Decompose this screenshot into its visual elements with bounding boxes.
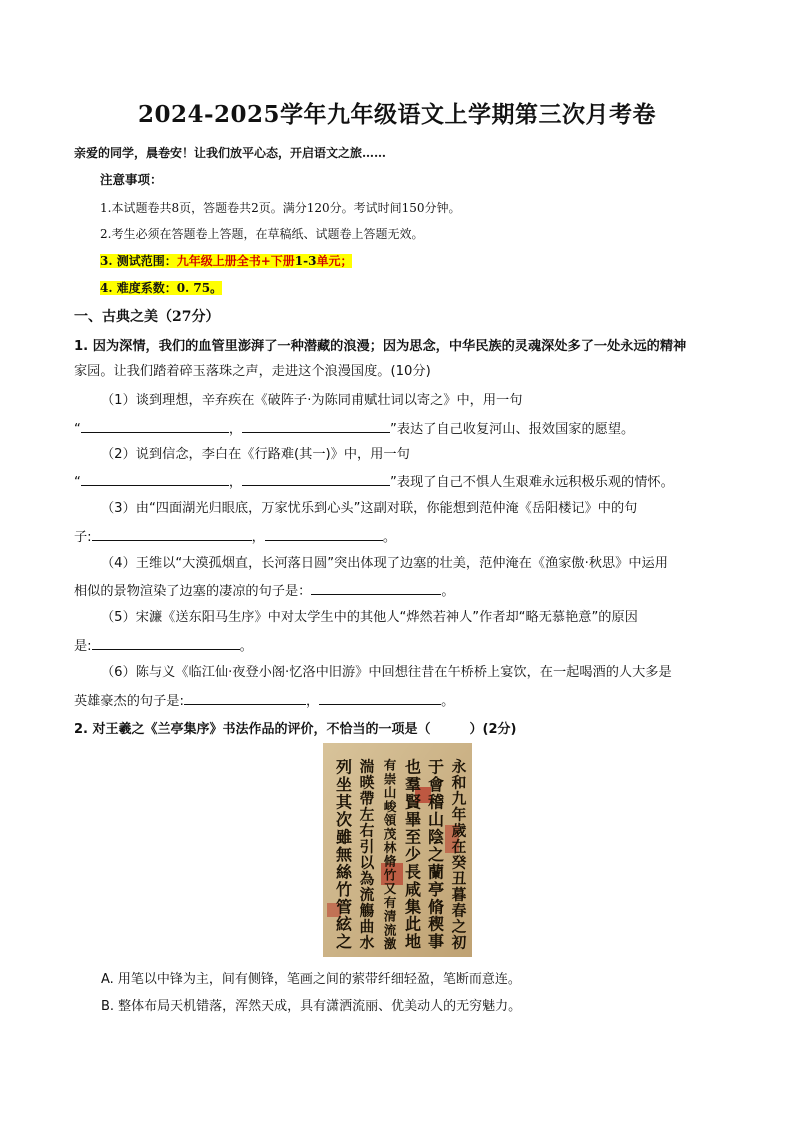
q2-option-b: B. 整体布局天机错落，浑然天成，具有潇洒流丽、优美动人的无穷魅力。 <box>101 999 522 1014</box>
calligraphy-canvas <box>323 743 472 957</box>
note-item-3-prefix: 3. 测试范围： <box>100 254 177 268</box>
calligraphy-char: 咸 <box>404 879 422 899</box>
calligraphy-char: 列 <box>335 757 353 777</box>
calligraphy-char: 之 <box>427 844 445 864</box>
calligraphy-char: 之 <box>335 932 353 952</box>
answer-blank[interactable] <box>92 527 252 541</box>
calligraphy-char: 其 <box>335 792 353 812</box>
calligraphy-char: 癸 <box>451 854 467 872</box>
answer-blank[interactable] <box>265 527 383 541</box>
comma: ， <box>228 422 243 437</box>
calligraphy-char: 初 <box>451 934 467 952</box>
calligraphy-char: 以 <box>359 854 375 872</box>
calligraphy-char: 稽 <box>427 792 445 812</box>
q1-sub2-prompt: （2）说到信念，李白在《行路难(其一)》中，用一句 <box>101 447 410 462</box>
calligraphy-char: 脩 <box>383 853 397 869</box>
calligraphy-char: 茂 <box>383 826 397 842</box>
calligraphy-char: 左 <box>359 806 375 824</box>
calligraphy-char: 又 <box>383 881 397 897</box>
calligraphy-char: 引 <box>359 838 375 856</box>
period: 。 <box>382 530 397 545</box>
calligraphy-char: 帶 <box>359 790 375 808</box>
calligraphy-char: 流 <box>383 922 397 938</box>
calligraphy-char: 林 <box>383 840 397 856</box>
open-quote: “ <box>74 475 81 490</box>
period: 。 <box>441 584 455 599</box>
calligraphy-char: 長 <box>404 862 422 882</box>
answer-blank[interactable] <box>81 419 229 433</box>
calligraphy-column <box>384 758 397 951</box>
calligraphy-char: 領 <box>383 812 397 828</box>
calligraphy-char: 雖 <box>335 827 353 847</box>
calligraphy-char: 年 <box>451 806 467 824</box>
calligraphy-char: 少 <box>404 844 422 864</box>
note-item-4 <box>100 279 222 296</box>
calligraphy-char: 次 <box>335 810 353 830</box>
calligraphy-char: 流 <box>359 886 375 904</box>
calligraphy-char: 會 <box>427 775 445 795</box>
note-item-2: 2.考生必须在答题卷上答题，在草稿纸、试题卷上答题无效。 <box>100 227 424 241</box>
calligraphy-char: 稧 <box>427 914 445 934</box>
calligraphy-char: 山 <box>427 810 445 830</box>
q1-stem-line-2: 家园。让我们踏着碎玉落珠之声，走进这个浪漫国度。(10分) <box>74 364 431 379</box>
calligraphy-char: 湍 <box>359 758 375 776</box>
calligraphy-char: 絃 <box>335 914 353 934</box>
comma: ， <box>305 694 320 709</box>
calligraphy-char: 陰 <box>427 827 445 847</box>
calligraphy-char: 管 <box>335 897 353 917</box>
answer-blank[interactable] <box>311 581 441 595</box>
calligraphy-char: 地 <box>404 932 422 952</box>
q2-option-a: A. 用笔以中锋为主，间有侧锋，笔画之间的萦带纤细轻盈，笔断而意连。 <box>101 972 521 987</box>
calligraphy-char: 春 <box>451 902 467 920</box>
calligraphy-column <box>428 758 444 952</box>
calligraphy-char: 絲 <box>335 862 353 882</box>
answer-blank[interactable] <box>242 472 390 486</box>
answer-blank[interactable] <box>92 636 240 650</box>
calligraphy-char: 崇 <box>383 771 397 787</box>
calligraphy-char: 蘭 <box>427 862 445 882</box>
calligraphy-char: 在 <box>451 838 467 856</box>
calligraphy-char: 脩 <box>427 897 445 917</box>
q1-sub3-lead: 子: <box>74 530 92 545</box>
note-item-3-units: 1-3 <box>294 254 317 268</box>
calligraphy-char: 永 <box>451 758 467 776</box>
calligraphy-char: 清 <box>383 908 397 924</box>
lantingxu-calligraphy-image <box>323 743 472 957</box>
calligraphy-char: 曲 <box>359 918 375 936</box>
calligraphy-char: 有 <box>383 894 397 910</box>
calligraphy-char: 右 <box>359 822 375 840</box>
q1-sub6-prompt: （6）陈与义《临江仙·夜登小阁·忆洛中旧游》中回想往昔在午桥桥上宴饮，在一起喝酒的人大多是 <box>101 665 672 680</box>
calligraphy-char: 坐 <box>335 775 353 795</box>
calligraphy-char: 有 <box>383 757 397 773</box>
calligraphy-char: 為 <box>359 870 375 888</box>
calligraphy-char: 集 <box>404 897 422 917</box>
page-title: 2024-2025学年九年级语文上学期第三次月考卷 <box>137 101 657 128</box>
q1-sub4-prompt: （4）王维以“大漠孤烟直，长河落日圆”突出体现了边塞的壮美，范仲淹在《渔家傲·秋思》中运用 <box>101 556 668 571</box>
notes-heading: 注意事项： <box>100 172 163 187</box>
calligraphy-char: 暮 <box>451 886 467 904</box>
calligraphy-char: 山 <box>383 785 397 801</box>
calligraphy-column <box>336 758 353 952</box>
note-item-1: 1.本试题卷共8页，答题卷共2页。满分120分。考试时间150分钟。 <box>100 201 461 215</box>
q1-sub4-lead: 相似的景物渲染了边塞的凄凉的句子是： <box>74 584 312 599</box>
answer-blank[interactable] <box>81 472 229 486</box>
q1-sub5-prompt: （5）宋濂《送东阳马生序》中对太学生中的其他人“烨然若神人”作者却“略无慕艳意”的原因 <box>101 610 638 625</box>
note-item-3 <box>100 252 352 269</box>
calligraphy-column <box>451 758 467 952</box>
calligraphy-column <box>404 758 423 952</box>
comma: ， <box>228 475 243 490</box>
q1-stem-line-1: 1. 因为深情，我们的血管里澎湃了一种潜藏的浪漫；因为思念，中华民族的灵魂深处多了一处永远的精神 <box>74 339 687 354</box>
q1-sub1-prompt: （1）谈到理想，辛弃疾在《破阵子·为陈同甫赋壮词以寄之》中，用一句 <box>101 393 523 408</box>
calligraphy-char: 竹 <box>335 879 353 899</box>
calligraphy-char: 羣 <box>404 775 422 795</box>
q2-stem: 2. 对王羲之《兰亭集序》书法作品的评价，不恰当的一项是（ ）(2分) <box>74 722 517 737</box>
q1-sub4-answer-line <box>74 581 455 600</box>
calligraphy-char: 竹 <box>383 867 397 883</box>
calligraphy-char: 畢 <box>404 810 422 830</box>
q1-sub1-tail: ”表达了自己收复河山、报效国家的愿望。 <box>390 422 635 437</box>
calligraphy-char: 賢 <box>404 792 422 812</box>
q1-sub6-answer-line <box>74 691 454 710</box>
note-item-4-text: 4. 难度系数：0. 75。 <box>100 281 223 295</box>
answer-blank[interactable] <box>319 691 441 705</box>
calligraphy-char: 無 <box>335 844 353 864</box>
calligraphy-char: 之 <box>451 918 467 936</box>
calligraphy-char: 激 <box>383 936 397 952</box>
open-quote: “ <box>74 422 81 437</box>
q1-sub1-answer-line <box>74 419 634 438</box>
calligraphy-char: 水 <box>359 934 375 952</box>
calligraphy-char: 峻 <box>383 798 397 814</box>
q1-sub5-lead: 是: <box>74 639 92 654</box>
calligraphy-char: 暎 <box>359 774 375 792</box>
calligraphy-char: 事 <box>427 932 445 952</box>
calligraphy-char: 此 <box>404 914 422 934</box>
calligraphy-char: 歲 <box>451 822 467 840</box>
note-item-3-scope-a: 九年级上册全书+下册 <box>176 254 295 268</box>
period: 。 <box>239 639 253 654</box>
q1-sub3-answer-line <box>74 527 396 546</box>
section-heading: 一、古典之美（27分） <box>74 309 220 325</box>
comma: ， <box>251 530 265 545</box>
calligraphy-char: 九 <box>451 790 467 808</box>
q1-sub2-answer-line <box>74 472 674 491</box>
q1-sub5-answer-line <box>74 636 253 655</box>
calligraphy-column <box>360 758 376 952</box>
period: 。 <box>441 694 455 709</box>
calligraphy-char: 和 <box>451 774 467 792</box>
calligraphy-char: 丑 <box>451 870 467 888</box>
greeting-text: 亲爱的同学，晨卷安！让我们放平心态，开启语文之旅…… <box>74 146 387 160</box>
calligraphy-char: 也 <box>404 757 422 777</box>
q1-sub2-tail: ”表现了自己不惧人生艰难永远积极乐观的情怀。 <box>390 475 674 490</box>
q1-sub3-prompt: （3）由“四面湖光归眼底，万家忧乐到心头”这副对联，你能想到范仲淹《岳阳楼记》中的句 <box>101 501 638 516</box>
calligraphy-char: 于 <box>427 757 445 777</box>
note-item-3-scope-b: 单元； <box>316 254 353 268</box>
answer-blank[interactable] <box>184 691 306 705</box>
answer-blank[interactable] <box>242 419 390 433</box>
calligraphy-char: 觴 <box>359 902 375 920</box>
calligraphy-char: 亭 <box>427 879 445 899</box>
q1-sub6-lead: 英雄豪杰的句子是: <box>74 694 184 709</box>
calligraphy-char: 至 <box>404 827 422 847</box>
